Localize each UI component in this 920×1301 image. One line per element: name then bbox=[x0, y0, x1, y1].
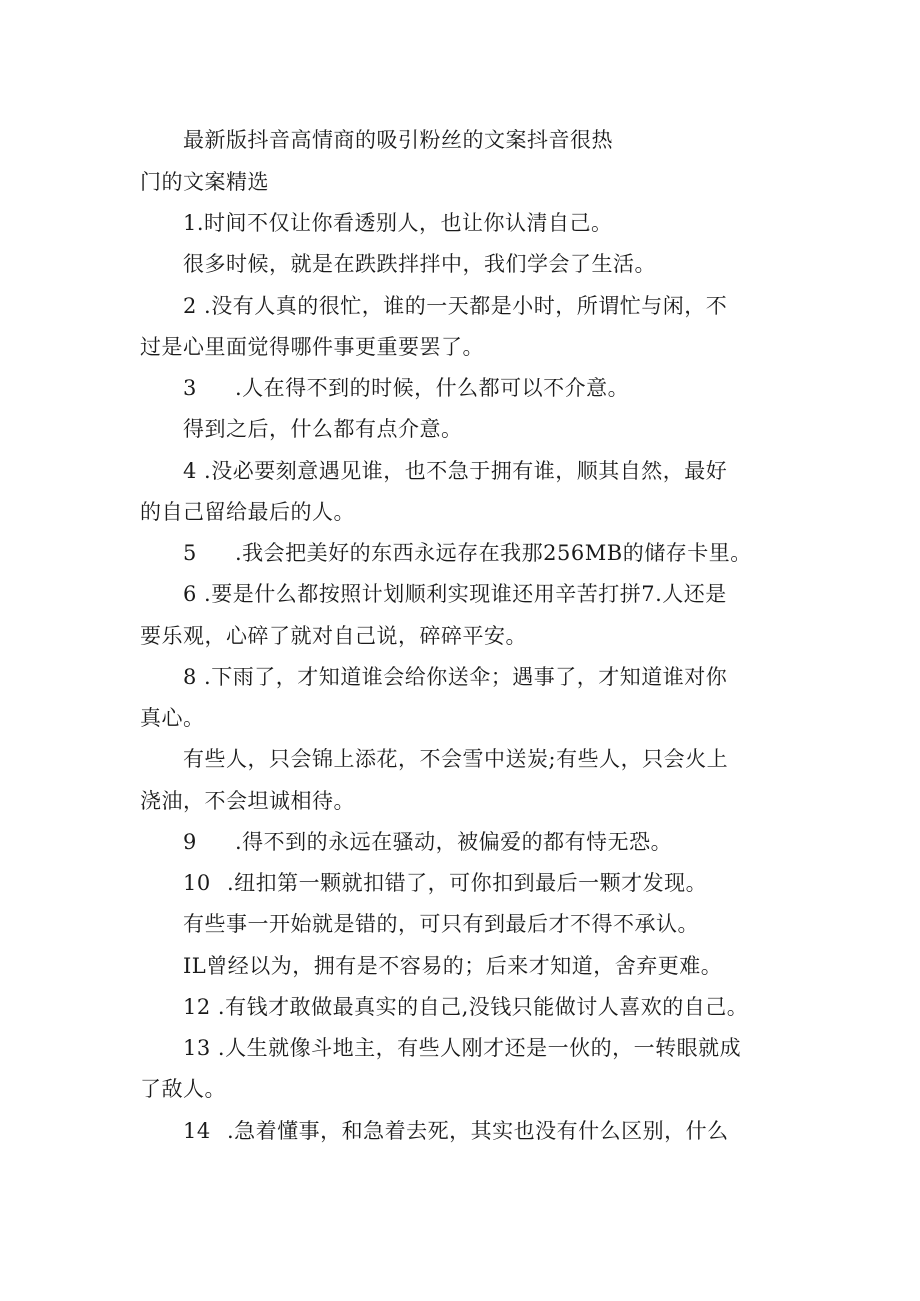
paragraph-line bbox=[183, 869, 707, 897]
item-text: .纽扣第一颗就扣错了，可你扣到最后一颗才发现。 bbox=[227, 871, 708, 895]
document-title-line-1: 最新版抖音高情商的吸引粉丝的文案抖音很热 bbox=[183, 128, 613, 152]
paragraph-line: 要乐观，心碎了就对自己说，碎碎平安。 bbox=[140, 624, 527, 648]
paragraph-line: 13 .人生就像斗地主，有些人刚才还是一伙的，一转眼就成 bbox=[183, 1036, 742, 1060]
paragraph-line bbox=[183, 1117, 729, 1145]
paragraph-line: 2 .没有人真的很忙，谁的一天都是小时，所谓忙与闲，不 bbox=[183, 294, 728, 318]
paragraph-line: IL曾经以为，拥有是不容易的；后来才知道，舍弃更难。 bbox=[183, 954, 723, 978]
item-number: 9 bbox=[183, 830, 197, 854]
paragraph-line: 了敌人。 bbox=[140, 1077, 226, 1101]
paragraph-line: 有些事一开始就是错的，可只有到最后才不得不承认。 bbox=[183, 912, 699, 936]
item-text: .得不到的永远在骚动，被偏爱的都有恃无恐。 bbox=[235, 830, 673, 854]
paragraph-line: 很多时候，就是在跌跌拌拌中，我们学会了生活。 bbox=[183, 252, 656, 276]
paragraph-line: 8 .下雨了，才知道谁会给你送伞；遇事了，才知道谁对你 bbox=[183, 665, 728, 689]
paragraph-line: 6 .要是什么都按照计划顺利实现谁还用辛苦打拼7.人还是 bbox=[183, 582, 727, 606]
item-number: 14 bbox=[183, 1119, 211, 1143]
item-text: .我会把美好的东西永远存在我那256MB的储存卡里。 bbox=[235, 541, 752, 565]
item-number: 5 bbox=[183, 541, 197, 565]
paragraph-line: 有些人，只会锦上添花，不会雪中送炭;有些人，只会火上 bbox=[183, 747, 729, 771]
item-number: 10 bbox=[183, 871, 211, 895]
paragraph-line: 12 .有钱才敢做最真实的自己,没钱只能做讨人喜欢的自己。 bbox=[183, 995, 749, 1019]
paragraph-line: 浇油，不会坦诚相待。 bbox=[140, 789, 355, 813]
item-number: 3 bbox=[183, 376, 197, 400]
paragraph-line bbox=[183, 828, 672, 856]
paragraph-line bbox=[183, 374, 629, 402]
item-text: .急着懂事，和急着去死，其实也没有什么区别，什么 bbox=[227, 1119, 729, 1143]
paragraph-line: 4 .没必要刻意遇见谁，也不急于拥有谁，顺其自然，最好 bbox=[183, 459, 728, 483]
paragraph-line: 1.时间不仅让你看透别人，也让你认清自己。 bbox=[183, 211, 613, 235]
paragraph-line: 的自己留给最后的人。 bbox=[140, 500, 355, 524]
paragraph-line: 真心。 bbox=[140, 706, 205, 730]
item-text: .人在得不到的时候，什么都可以不介意。 bbox=[235, 376, 630, 400]
paragraph-line: 过是心里面觉得哪件事更重要罢了。 bbox=[140, 335, 484, 359]
document-title-line-2: 门的文案精选 bbox=[140, 170, 269, 194]
paragraph-line: 得到之后，什么都有点介意。 bbox=[183, 417, 463, 441]
paragraph-line bbox=[183, 539, 752, 567]
